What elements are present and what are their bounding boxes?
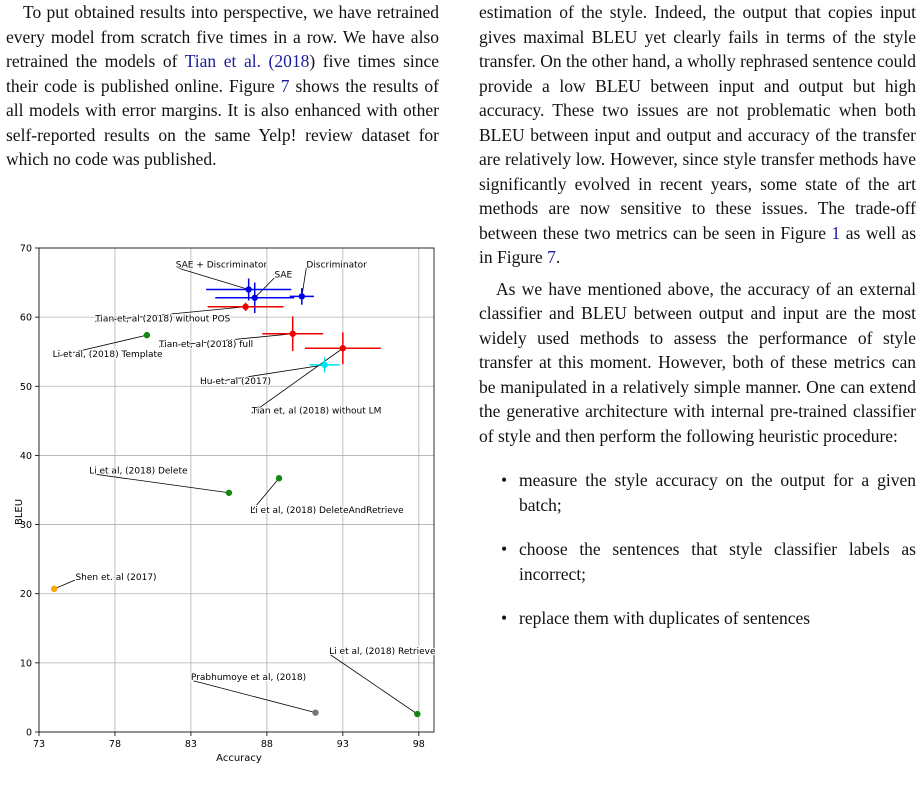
- annotation-label: SAE + Discriminator: [175, 260, 268, 271]
- annotation-label: Tian et, al (2018) without LM: [251, 406, 382, 417]
- annotation-label: SAE: [274, 270, 293, 281]
- data-point: [144, 332, 150, 338]
- annotation-label: Tian et, al (2018) without POS: [95, 314, 231, 325]
- x-tick-label: 93: [336, 739, 349, 750]
- data-point: [226, 490, 232, 496]
- data-point: [276, 475, 282, 481]
- data-point: [414, 711, 420, 717]
- x-tick-label: 98: [412, 739, 425, 750]
- right-column: [479, 0, 916, 631]
- annotation-label: Discriminator: [306, 260, 367, 271]
- paragraph-style-estimation: [479, 0, 916, 270]
- annotation-line: [54, 580, 75, 589]
- annotation-label: Li et al, (2018) Template: [52, 350, 163, 361]
- data-point: [290, 331, 296, 337]
- y-tick-label: 0: [25, 727, 32, 739]
- data-point: [340, 345, 346, 351]
- y-tick-label: 70: [19, 243, 32, 255]
- annotation-line: [191, 680, 316, 712]
- figure-ref-link[interactable]: 1: [831, 222, 841, 243]
- results-paragraph: [6, 0, 439, 172]
- y-tick-label: 40: [19, 450, 32, 462]
- citation-paren: (: [260, 51, 275, 71]
- annotation-line: [176, 267, 249, 289]
- figure-ref-link[interactable]: 7: [280, 75, 290, 96]
- data-point: [242, 304, 248, 310]
- bullet-icon: •: [501, 608, 508, 628]
- x-tick-label: 88: [260, 739, 273, 750]
- left-column: [6, 0, 439, 172]
- annotation-label: Tian et, al (2018) full: [159, 339, 254, 350]
- data-point: [51, 586, 57, 592]
- paragraph-text: To put obtained results into perspective, we have retrained every model from scratch five times in a row. We have also retrained the models of: [6, 2, 439, 71]
- list-item-text: replace them with duplicates of sentences: [519, 608, 811, 628]
- list-item: [479, 537, 916, 586]
- y-tick-label: 60: [19, 312, 32, 324]
- paragraph-metrics: As we have mentioned above, the accuracy of an external classifier and BLEU between output and input are the most widely used methods to assess the performance of style transfer at this moment. However, both of these metrics can be manipulated in a relatively simple manner. One can extend the generative architecture with internal pre-trained classifier of style and then perform the following heuristic procedure:: [479, 278, 916, 446]
- bullet-icon: •: [501, 470, 508, 490]
- paragraph-text: shows the results of all models with error margins. It is also enhanced with other self-reported results on the same Yelp! review dataset for which no code was published.: [6, 75, 440, 169]
- x-tick-label: 78: [108, 739, 122, 750]
- data-point: [312, 709, 318, 715]
- annotation-labels: [53, 260, 436, 683]
- citation-link[interactable]: [185, 51, 310, 71]
- y-axis-label: BLEU: [14, 498, 25, 526]
- paragraph-text: ) five times since their code is published online. Figure: [6, 51, 440, 96]
- annotation-label: Li et al, (2018) Retrieve: [329, 646, 436, 657]
- data-point: [252, 295, 258, 301]
- data-point: [321, 362, 327, 368]
- data-point: [245, 286, 251, 292]
- paragraph-text: estimation of the style. Indeed, the output that copies input gives maximal BLEU yet clearly fails in terms of the style transfer. On the other hand, a wholly rephrased sentence could provide a low BLEU between input and output but high accuracy. These two issues are not problematic when both BLEU between input and output and accuracy of the transfer are relatively low. However, since style transfer methods have significantly evolved in recent years, some state of the art methods are now sensitive to these issues. The trade-off between these two metrics can be seen in Figure: [479, 2, 916, 243]
- x-tick-label: 83: [184, 739, 197, 750]
- y-tick-label: 50: [19, 381, 32, 393]
- annotation-label: Hu et. al (2017): [200, 377, 271, 388]
- x-tick-label: 73: [32, 739, 46, 750]
- paragraph-text: as well as in Figure: [479, 222, 916, 267]
- data-point: [299, 293, 305, 299]
- y-tick-label: 30: [19, 520, 32, 532]
- list-item: [479, 606, 916, 631]
- list-item-text: measure the style accuracy on the output for a given batch;: [519, 470, 916, 515]
- results-scatter-chart: [0, 232, 440, 767]
- heuristic-procedure-list: [479, 468, 916, 631]
- error-bars: [206, 278, 381, 372]
- citation-author: Tian et al.: [184, 51, 261, 71]
- y-tick-label: 20: [19, 589, 32, 601]
- paragraph-text: .: [555, 247, 561, 267]
- annotation-line: [255, 278, 275, 298]
- annotation-label: Prabhumoye et al, (2018): [190, 673, 307, 684]
- annotation-label: Li et al, (2018) Delete: [89, 466, 188, 477]
- annotation-label: Shen et. al (2017): [75, 572, 157, 583]
- list-item-text: choose the sentences that style classifier labels as incorrect;: [519, 539, 916, 584]
- y-tick-label: 10: [19, 658, 32, 670]
- list-item: [479, 468, 916, 517]
- figure-ref-link[interactable]: 7: [547, 247, 556, 267]
- x-axis-label: Accuracy: [216, 753, 262, 764]
- annotation-label: Li et al, (2018) DeleteAndRetrieve: [250, 505, 404, 516]
- bullet-icon: •: [501, 539, 508, 559]
- citation-year: 2018: [274, 51, 310, 71]
